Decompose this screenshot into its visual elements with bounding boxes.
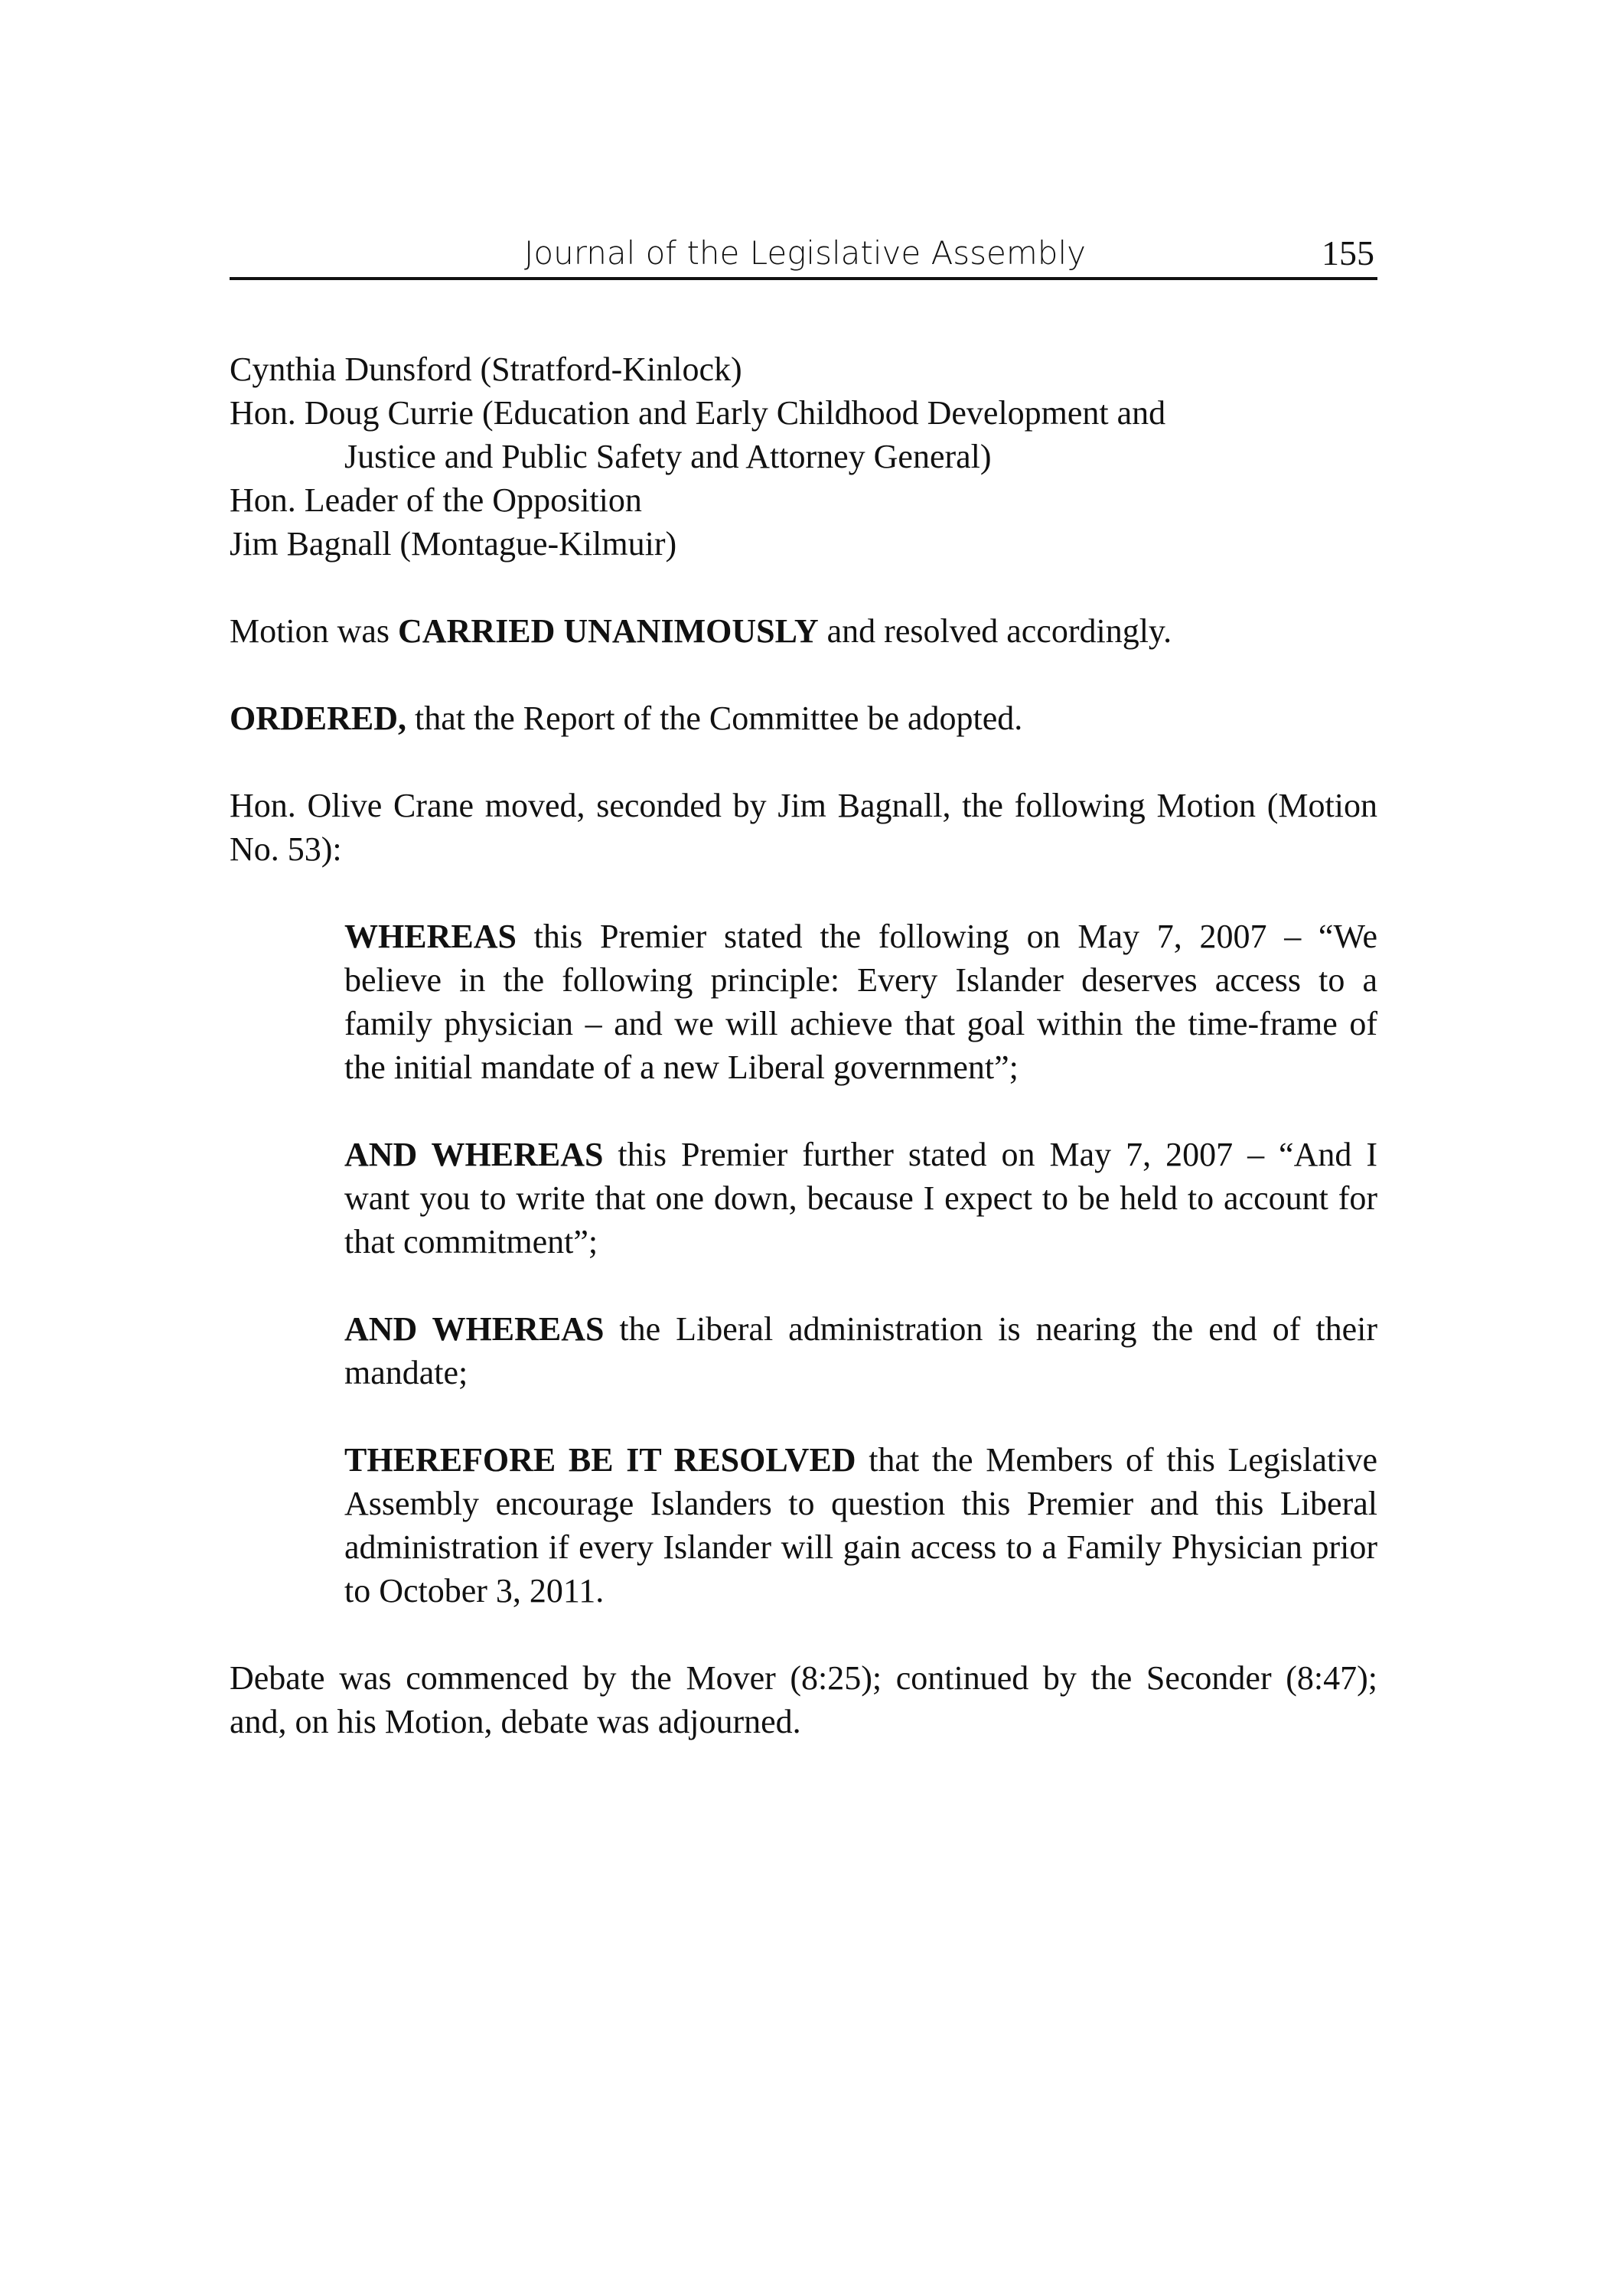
journal-page [230, 230, 1377, 1743]
clause-text: this Premier stated the following on May 7, 2007 – “We believe in the following principle: Every Islander deserves access to a family physician – and we will achieve that goal within the time-frame of the initial mandate of a new Liberal government”; [344, 918, 1377, 1086]
member-currie: Hon. Doug Currie (Education and Early Childhood Development and [230, 394, 1166, 432]
member-bagnall: Jim Bagnall (Montague-Kilmuir) [230, 525, 677, 563]
motion-clause [344, 1133, 1377, 1264]
motion-clause [344, 1307, 1377, 1394]
member-dunsford: Cynthia Dunsford (Stratford-Kinlock) [230, 351, 742, 388]
member-opposition-leader: Hon. Leader of the Opposition [230, 481, 642, 519]
motion-text [230, 915, 1377, 1613]
motion-clause [344, 1438, 1377, 1613]
ordered-keyword: ORDERED, [230, 700, 407, 737]
clause-text: that the Members of this Legislative Assembly encourage Islanders to question this Premier and this Liberal administration if every Islander will gain access to a Family Physician prior to October 3, 2011. [344, 1441, 1378, 1609]
page-body [230, 347, 1377, 1743]
ordered-paragraph [230, 696, 1377, 740]
motion-clause [344, 915, 1377, 1089]
clause-text: this Premier further stated on May 7, 2007 – “And I want you to write that one down, because I expect to be held to account for that commitment”; [344, 1136, 1377, 1261]
result-prefix: Motion was [230, 612, 398, 650]
clause-keyword: AND WHEREAS [344, 1136, 604, 1173]
result-verdict: CARRIED UNANIMOUSLY [398, 612, 819, 650]
clause-text: the Liberal administration is nearing the end of their mandate; [344, 1310, 1377, 1391]
motion-result [230, 609, 1377, 653]
page-number: 155 [1322, 233, 1374, 272]
debate-record: Debate was commenced by the Mover (8:25); continued by the Seconder (8:47); and, on his Motion, debate was adjourned. [230, 1659, 1377, 1740]
journal-title: Journal of the Legislative Assembly [524, 234, 1086, 272]
member-currie-continued: Justice and Public Safety and Attorney General) [344, 438, 992, 475]
clause-keyword: AND WHEREAS [344, 1310, 605, 1348]
motion-intro: Hon. Olive Crane moved, seconded by Jim Bagnall, the following Motion (Motion No. 53): [230, 787, 1377, 868]
clause-keyword: THEREFORE BE IT RESOLVED [344, 1441, 856, 1479]
ordered-text: that the Report of the Committee be adopted. [406, 700, 1023, 737]
member-list [230, 347, 1377, 566]
clause-keyword: WHEREAS [344, 918, 517, 955]
running-header [230, 230, 1377, 280]
result-suffix: and resolved accordingly. [818, 612, 1172, 650]
